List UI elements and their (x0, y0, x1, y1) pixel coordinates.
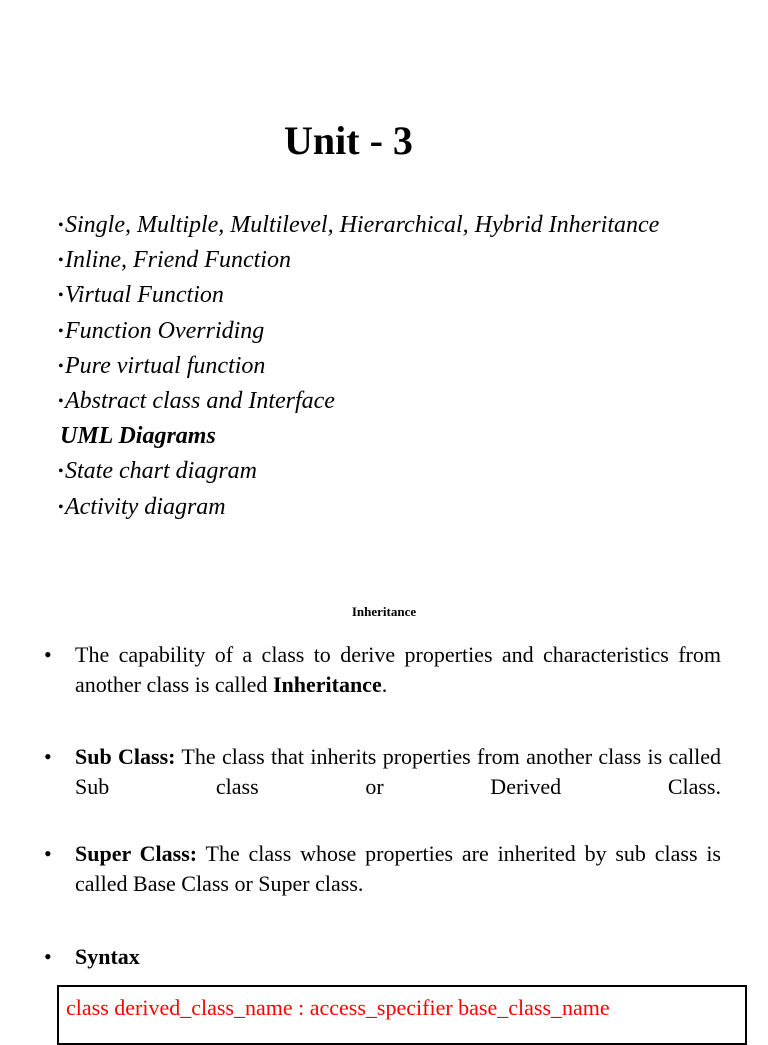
bullet-icon: • (58, 287, 64, 305)
definition-end: . (381, 672, 388, 697)
topic-item (58, 243, 659, 278)
bullet-icon: • (44, 744, 52, 769)
topic-item (58, 349, 659, 384)
topic-list (58, 208, 659, 525)
slide-title: Unit - 3 (284, 118, 413, 163)
topic-item (58, 314, 659, 349)
topic-text: Abstract class and Interface (65, 388, 335, 415)
sub-class-term: Sub Class: (75, 744, 176, 769)
bullet-icon: • (58, 252, 64, 270)
topic-item (58, 384, 659, 419)
definition-point (44, 640, 721, 700)
bullet-icon: • (44, 642, 52, 667)
topic-text: Inline, Friend Function (65, 247, 291, 274)
bullet-icon: • (44, 841, 52, 866)
super-class-point (44, 839, 721, 899)
uml-heading-text: UML Diagrams (60, 423, 216, 450)
topic-item (58, 454, 659, 489)
topic-text: Activity diagram (65, 493, 226, 520)
topic-item (58, 490, 659, 525)
definition-text: The capability of a class to derive properties and characteristics from another class is called (75, 642, 721, 697)
syntax-term: Syntax (75, 944, 140, 969)
definition-term: Inheritance (272, 672, 382, 697)
syntax-box (57, 985, 747, 1045)
bullet-icon: • (58, 217, 64, 234)
topic-text: Function Overriding (65, 317, 265, 344)
sub-class-point (44, 742, 722, 802)
topic-text: Single, Multiple, Multilevel, Hierarchical, Hybrid Inheritance (65, 212, 660, 238)
sub-class-text: The class that inherits properties from another class is called Sub class or Derived Class. (75, 744, 722, 799)
topic-text: Virtual Function (65, 282, 224, 309)
topic-item (58, 278, 659, 313)
super-class-term: Super Class: (75, 841, 198, 866)
topic-item (58, 208, 659, 243)
bullet-icon: • (58, 322, 64, 340)
topic-text: Pure virtual function (65, 352, 266, 379)
syntax-point (44, 942, 721, 972)
bullet-icon: • (44, 944, 52, 969)
bullet-icon: • (58, 498, 64, 516)
uml-heading (58, 419, 659, 454)
super-class-text: The class whose properties are inherited by sub class is called Base Class or Super class. (75, 841, 721, 896)
bullet-icon: • (58, 393, 64, 411)
topic-text: State chart diagram (65, 458, 257, 485)
inheritance-heading: Inheritance (351, 604, 417, 619)
bullet-icon: • (58, 463, 64, 481)
syntax-code: class derived_class_name : access_specifier base_class_name (66, 995, 610, 1020)
bullet-icon: • (58, 357, 64, 375)
